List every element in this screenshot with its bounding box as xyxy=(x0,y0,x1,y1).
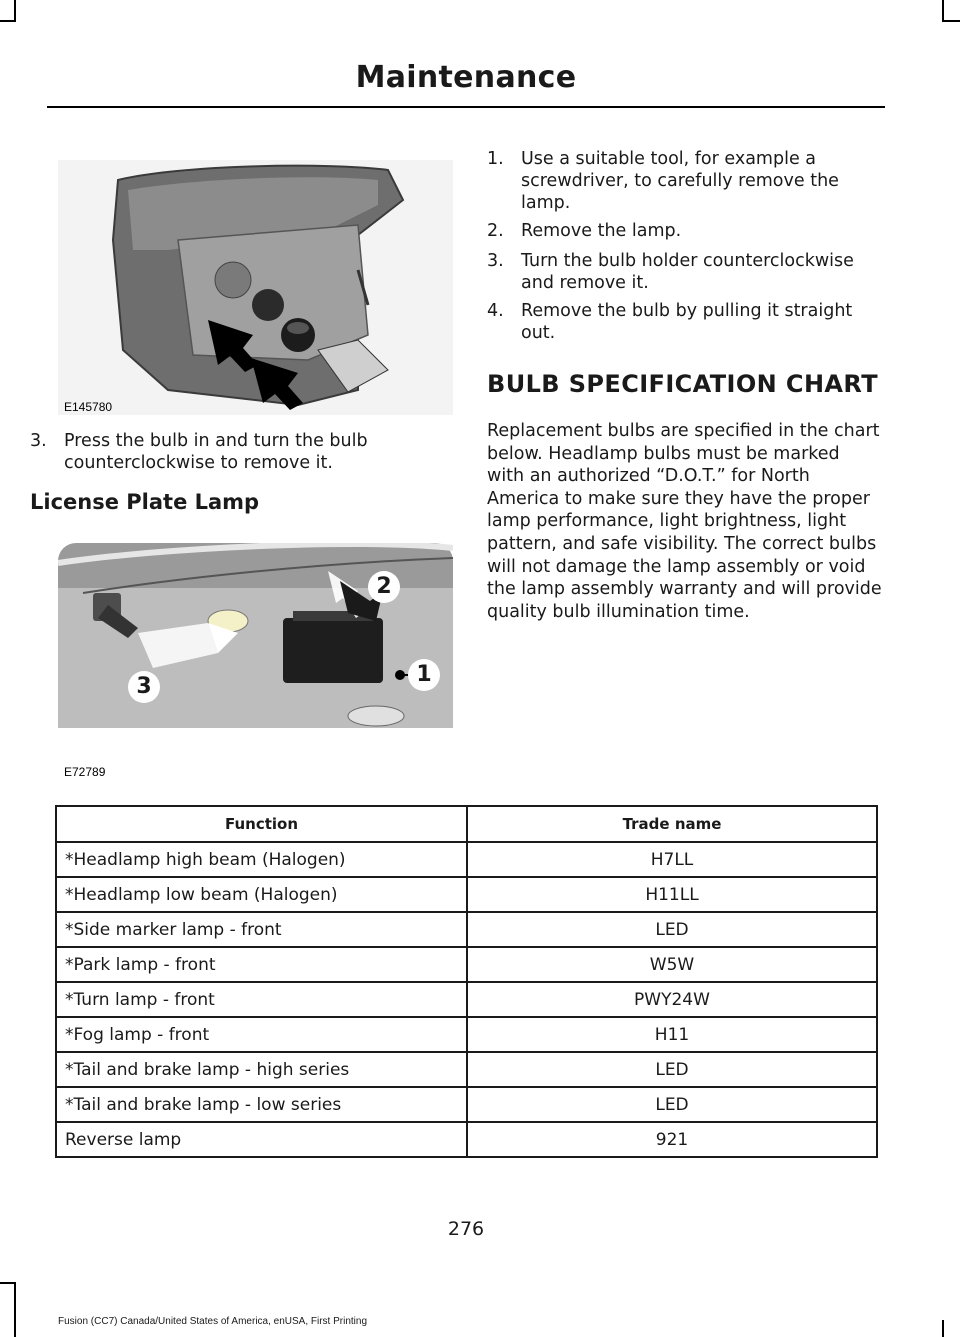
instruction-step xyxy=(487,148,887,214)
callout-2 xyxy=(368,571,400,603)
callout-1 xyxy=(408,659,440,691)
callout-label: 3 xyxy=(136,674,152,699)
trade-name-cell: 921 xyxy=(467,1122,877,1157)
table-row xyxy=(56,912,877,947)
crop-mark xyxy=(14,1282,16,1337)
instruction-step xyxy=(30,430,450,476)
function-cell: *Park lamp - front xyxy=(56,947,467,982)
table-row xyxy=(56,1052,877,1087)
trade-name-cell: W5W xyxy=(467,947,877,982)
table-row xyxy=(56,1017,877,1052)
table-header-row xyxy=(56,806,877,842)
instruction-step xyxy=(487,250,887,294)
function-cell: Reverse lamp xyxy=(56,1122,467,1157)
step-number: 1. xyxy=(487,149,504,169)
page-number: 276 xyxy=(447,1218,485,1240)
instruction-step xyxy=(487,300,887,344)
step-text-line: out. xyxy=(521,323,556,343)
callout-label: 1 xyxy=(416,662,432,687)
trade-name-cell: H7LL xyxy=(467,842,877,877)
instruction-step xyxy=(487,220,887,242)
step-text-line: Press the bulb in and turn the bulb xyxy=(64,431,368,451)
header-divider xyxy=(47,106,885,108)
column-header-function: Function xyxy=(56,806,467,842)
function-cell: *Tail and brake lamp - low series xyxy=(56,1087,467,1122)
step-text-line: lamp. xyxy=(521,193,571,213)
figure-code: E72789 xyxy=(64,765,106,779)
table-row xyxy=(56,842,877,877)
function-cell: *Headlamp low beam (Halogen) xyxy=(56,877,467,912)
footer-text: Fusion (CC7) Canada/United States of America, enUSA, First Printing xyxy=(58,1316,368,1327)
trade-name-cell: PWY24W xyxy=(467,982,877,1017)
step-text-line: Use a suitable tool, for example a xyxy=(521,149,816,169)
trade-name-cell: H11 xyxy=(467,1017,877,1052)
rear-lamp-figure xyxy=(58,160,453,415)
step-text-line: Remove the bulb by pulling it straight xyxy=(521,301,853,321)
step-number: 4. xyxy=(487,301,504,321)
column-header-trade-name: Trade name xyxy=(467,806,877,842)
callout-3 xyxy=(128,671,160,703)
trade-name-cell: H11LL xyxy=(467,877,877,912)
step-text-line: Remove the lamp. xyxy=(521,221,682,241)
section-heading: BULB SPECIFICATION CHART xyxy=(487,370,878,398)
figure-code: E145780 xyxy=(64,400,113,414)
table-row xyxy=(56,947,877,982)
step-text-line: Turn the bulb holder counterclockwise xyxy=(521,251,854,271)
crop-mark xyxy=(942,20,960,22)
step-number: 3. xyxy=(30,431,47,451)
subheading: License Plate Lamp xyxy=(30,490,260,514)
function-cell: *Side marker lamp - front xyxy=(56,912,467,947)
rear-lamp-illustration xyxy=(58,160,453,415)
trade-name-cell: LED xyxy=(467,1052,877,1087)
table-row xyxy=(56,877,877,912)
step-text-line: and remove it. xyxy=(521,273,649,293)
step-text-line: counterclockwise to remove it. xyxy=(64,453,333,473)
function-cell: *Turn lamp - front xyxy=(56,982,467,1017)
bulb-spec-table xyxy=(55,805,878,1158)
license-plate-lamp-figure xyxy=(58,543,453,783)
callout-label: 2 xyxy=(376,574,392,599)
trade-name-cell: LED xyxy=(467,912,877,947)
step-text-line: screwdriver, to carefully remove the xyxy=(521,171,839,191)
crop-mark xyxy=(942,1320,944,1337)
crop-mark xyxy=(942,0,944,22)
crop-mark xyxy=(14,0,16,22)
function-cell: *Fog lamp - front xyxy=(56,1017,467,1052)
step-number: 3. xyxy=(487,251,504,271)
crop-mark xyxy=(0,20,16,22)
license-plate-lamp-illustration xyxy=(58,543,453,728)
table-row xyxy=(56,982,877,1017)
step-number: 2. xyxy=(487,221,504,241)
page-title: Maintenance xyxy=(355,60,577,95)
table-row xyxy=(56,1122,877,1157)
trade-name-cell: LED xyxy=(467,1087,877,1122)
function-cell: *Headlamp high beam (Halogen) xyxy=(56,842,467,877)
function-cell: *Tail and brake lamp - high series xyxy=(56,1052,467,1087)
table-row xyxy=(56,1087,877,1122)
section-paragraph: Replacement bulbs are specified in the chart below. Headlamp bulbs must be marked with an authorized “D.O.T.” for North America to make sure they have the proper lamp performance, light brightness, light pattern, and safe visibility. The correct bulbs will not damage the lamp assembly or void the lamp assembly warranty and will provide quality bulb illumination time. xyxy=(487,421,882,622)
crop-mark xyxy=(0,1282,16,1284)
